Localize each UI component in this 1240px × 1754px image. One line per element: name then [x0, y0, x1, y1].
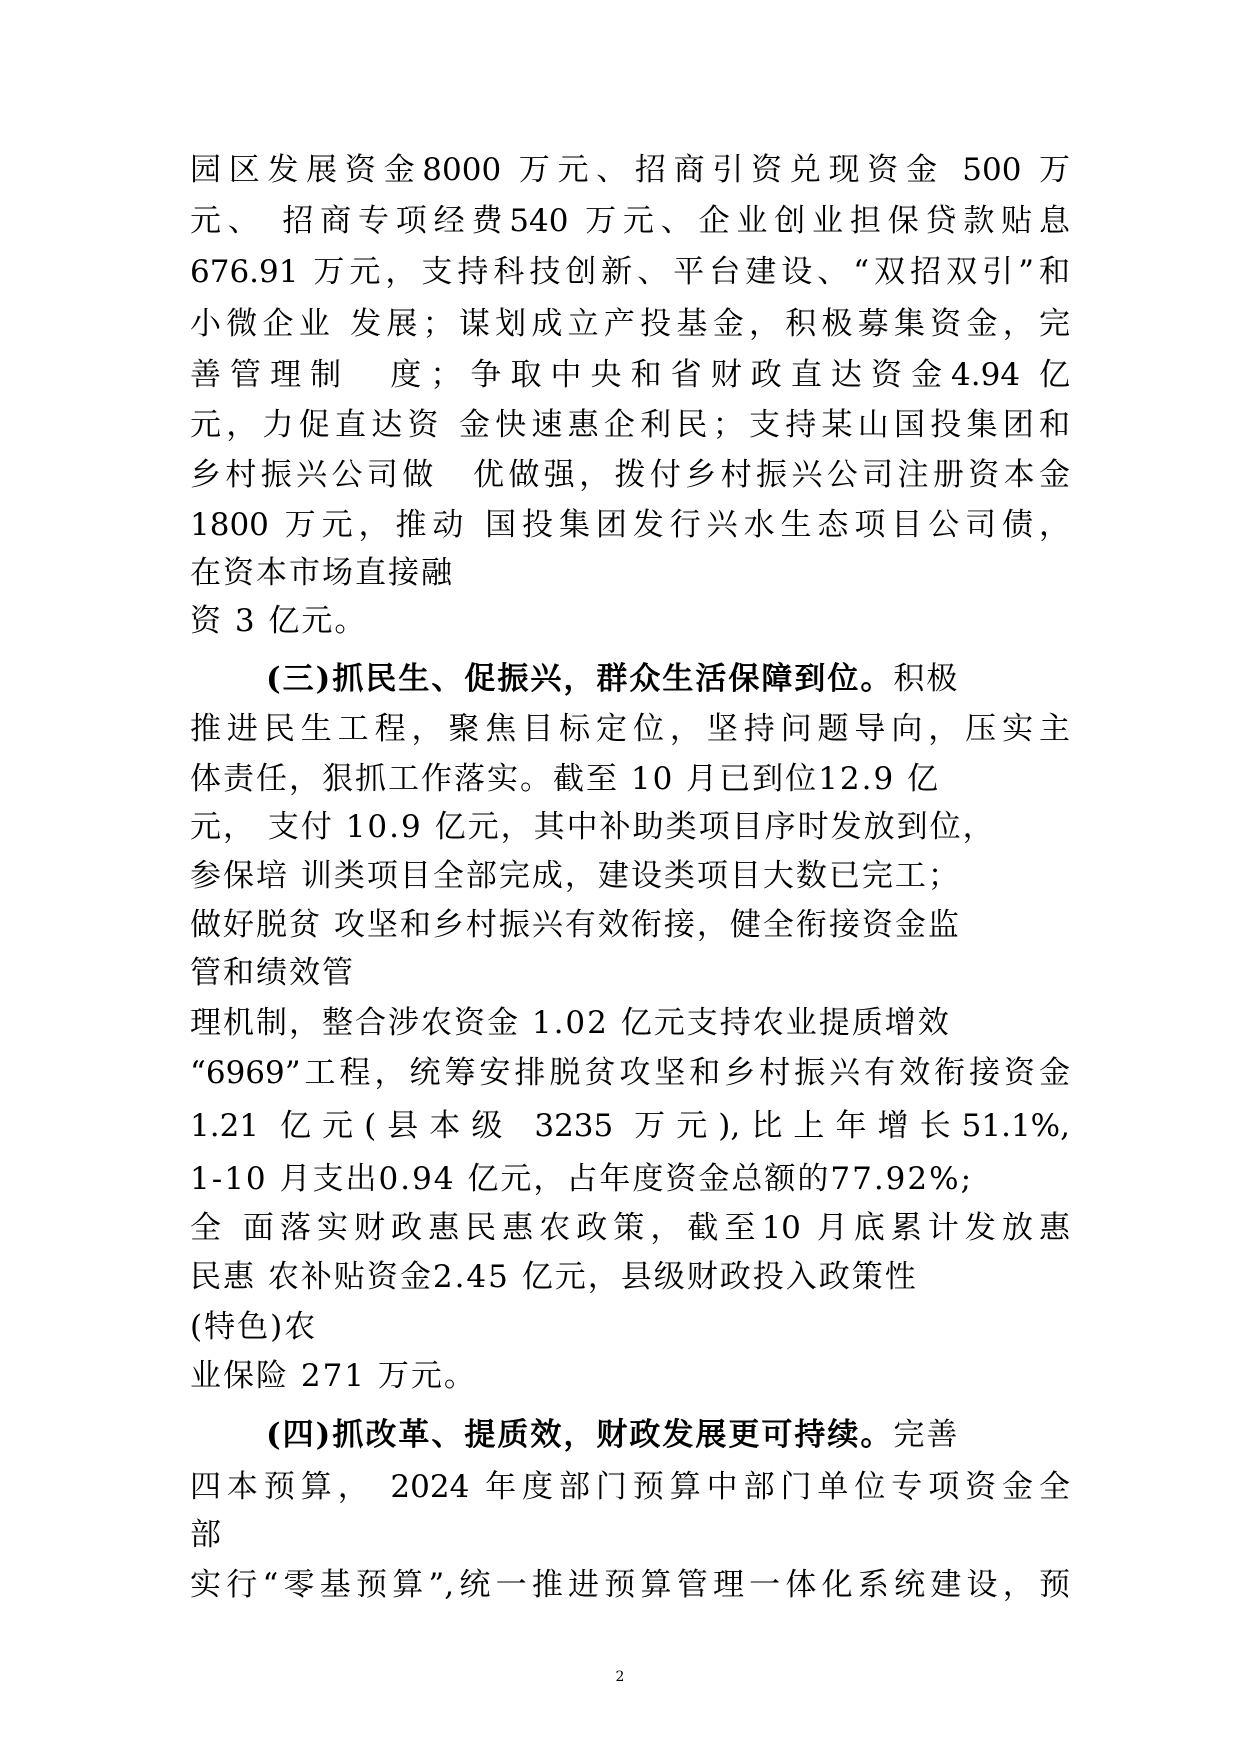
section-heading-4: (四)抓改革、提质效，财政发展更可持续。 — [266, 1417, 894, 1453]
body-text-line: 园区发展资金8000 万元、招商引资兑现资金 500 万 — [190, 152, 1070, 188]
body-text-line: 参保培 训类项目全部完成，建设类项目大数已完工； — [190, 858, 961, 894]
body-text-line: 资 3 亿元。 — [190, 603, 368, 639]
body-text-line: 体责任，狠抓工作落实。截至 10 月已到位12.9 亿 — [190, 761, 941, 797]
body-text-line: 理机制，整合涉农资金 1.02 亿元支持农业提质增效 — [190, 1005, 951, 1041]
body-text-fragment: 完善 — [893, 1417, 960, 1453]
body-text-line: 小微企业 发展；谋划成立产投基金，积极募集资金，完 — [190, 306, 1070, 342]
body-text-line: (特色)农 — [190, 1309, 318, 1345]
body-text-line: 在资本市场直接融 — [190, 555, 454, 591]
body-text-line: 善管理制 度；争取中央和省财政直达资金4.94 亿 — [190, 357, 1070, 393]
body-text-line: 四本预算， 2024 年度部门预算中部门单位专项资金全 — [190, 1469, 1070, 1505]
body-text-line: 全 面落实财政惠民惠农政策，截至10 月底累计发放惠 — [190, 1210, 1070, 1246]
body-text-line: 管和绩效管 — [190, 955, 355, 991]
section-heading-line — [266, 1415, 1070, 1455]
body-text-line: 元， 支付 10.9 亿元，其中补助类项目序时发放到位， — [190, 809, 996, 845]
section-heading-line — [266, 659, 1070, 699]
body-text-line: 1800 万元，推动 国投集团发行兴水生态项目公司债， — [190, 507, 1070, 543]
body-text-line: “6969”工程，统筹安排脱贫攻坚和乡村振兴有效衔接资金 — [190, 1055, 1070, 1091]
body-text-line: 乡村振兴公司做 优做强，拨付乡村振兴公司注册资本金 — [190, 457, 1070, 493]
body-text-line: 1-10 月支出0.94 亿元，占年度资金总额的77.92%; — [190, 1161, 974, 1197]
body-text-line: 元，力促直达资 金快速惠企利民；支持某山国投集团和 — [190, 407, 1070, 443]
body-text-line: 业保险 271 万元。 — [190, 1358, 477, 1394]
body-text-line: 1.21 亿元(县本级 3235 万元),比上年增长51.1%, — [190, 1108, 1070, 1144]
section-heading-3: (三)抓民生、促振兴，群众生活保障到位。 — [266, 661, 894, 697]
body-text-line: 做好脱贫 攻坚和乡村振兴有效衔接，健全衔接资金监 — [190, 907, 961, 943]
body-text-line: 推进民生工程，聚焦目标定位，坚持问题导向，压实主 — [190, 711, 1070, 747]
body-text-line: 676.91 万元，支持科技创新、平台建设、“双招双引”和 — [190, 254, 1070, 290]
page-number: 2 — [615, 1669, 625, 1685]
body-text-line: 元、 招商专项经费540 万元、企业创业担保贷款贴息 — [190, 203, 1070, 239]
body-text-line: 实行“零基预算”,统一推进预算管理一体化系统建设，预 — [190, 1567, 1070, 1603]
body-text-line: 民惠 农补贴资金2.45 亿元，县级财政投入政策性 — [190, 1259, 918, 1295]
body-text-fragment: 积极 — [893, 661, 960, 697]
body-text-line: 部 — [190, 1517, 223, 1553]
